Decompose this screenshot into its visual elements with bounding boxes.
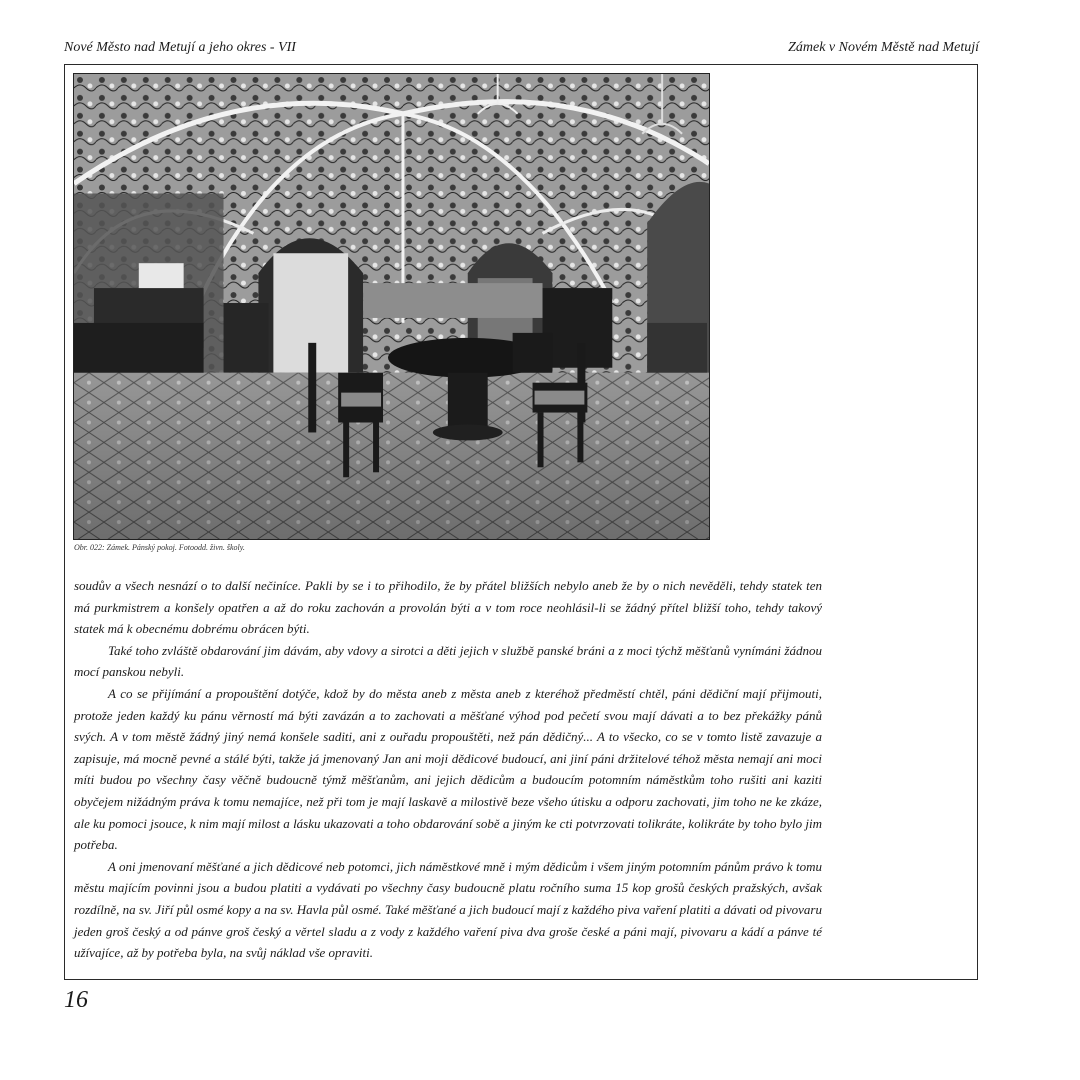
figure-caption: Obr. 022: Zámek. Pánský pokoj. Fotoodd. živn. školy. [74,543,245,552]
figure-photo [73,73,710,540]
body-text [74,575,822,964]
page-number: 16 [64,987,88,1013]
vaulted-room-photo [74,74,709,539]
paragraph: A oni jmenovaní měšťané a jich dědicové neb potomci, jich náměstkové mně i mým dědicům i všem jiným potomním pánům právo k tomu městu majícím povinni jsou a budou platiti a vydávati po všechny časy budoucně platu ročního suma 15 kop grošů českých pražských, avšak rozdílně, na sv. Jiří půl osmé kopy a na sv. Havla půl osmé. Také měšťané a jich budoucí mají z každého piva vaření platiti a dávati od pivovaru jeden groš český a od pánve groš český a věrtel sladu a z vody z každého vaření piva dva groše české a páni mají, pivovaru a kádí a pánve té užívajíce, až by potřeba byla, na svůj náklad vše opraviti. [74,858,822,961]
paragraph: A co se přijímání a propouštění dotýče, kdož by do města aneb z města aneb z kteréhož předměstí chtěl, páni dědiční mají přijmouti, protože jeden každý ku pánu věrností má býti zavázán a to zachovati a měšťané výhod pod pečetí svou mají dávati a to bez překážky pánů svých. A v tom městě žádný jiný nemá konšele saditi, ani z ouřadu propouštěti, než pán dědičný... A to všecko, co se v tomto listě zavazuje a zapisuje, má mocně pevné a stálé býti, takže já jmenovaný Jan ani moji dědicové budoucí, ani jiní páni držitelové téhož města nemají ani moci míti budou po všechny časy věčně budoucně týmž měšťanům, ani jejich dědicům a budoucím potomním náměstkům toho rušiti ani kaziti obyčejem nižádným práva k tomu nemajíce, než při tom je mají laskavě a milostivě beze všeho útisku a odporu zachovati, jim toho ne ke zkáze, ale ku pomoci jsouce, k nim mají milost a lásku ukazovati a toho obdarování sobě a jiným ke cti potvrzovati tolikráte, kolikráte by toho bylo jim potřeba. [74,685,822,853]
header-publication-title: Nové Město nad Metují a jeho okres - VII [64,40,296,55]
paragraph: Také toho zvláště obdarování jim dávám, aby vdovy a sirotci a děti jejich v službě panské bráni a z moci týchž měšťanů vynímáni žádnou mocí panskou nebyli. [74,642,822,680]
header-chapter-title: Zámek v Novém Městě nad Metují [788,40,979,55]
running-header [64,38,979,58]
paragraph: soudův a všech nesnází o to další nečiníce. Pakli by se i to přihodilo, že by přátel bližších nebylo aneb že by o nich nevěděli, tehdy statek ten má purkmistrem a konšely opatřen a až do roku zachován a provolán býti a v tom roce neohlásil-li se žádný přítel bližší toho, tehdy takový statek má k obecnému dobrému obrácen býti. [74,578,822,637]
